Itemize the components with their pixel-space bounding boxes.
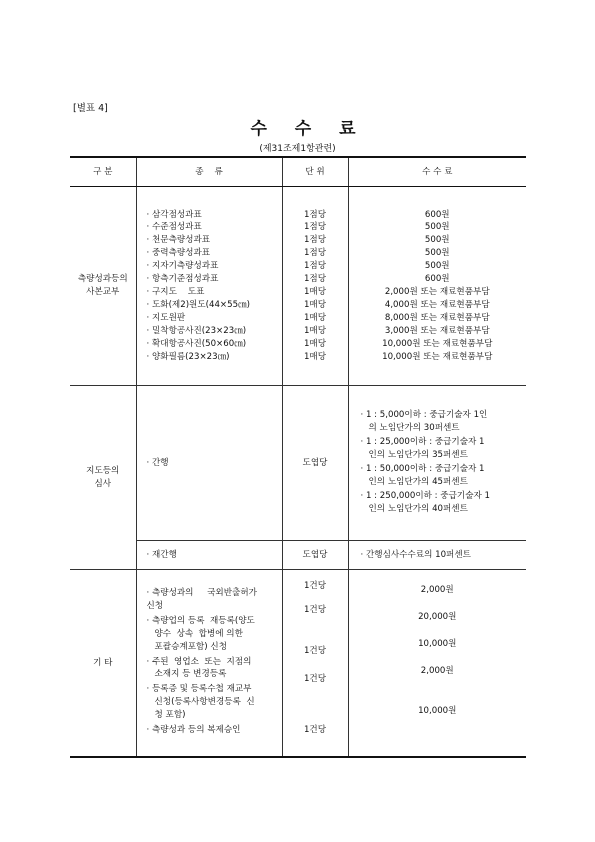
fee-value: 2,000원 [420,665,454,676]
fee-line: · 1 : 250,000이하 : 중급기술자 1 [360,490,490,501]
section-label-line: 사본교부 [86,287,120,297]
fee-value: · 간행심사수수료의 10퍼센트 [348,541,526,570]
list-item: · 삼각점성과표 [146,209,202,220]
list-item: · 수준점성과표 [146,222,202,233]
fee-entry [361,490,527,516]
unit-value: 1건당 [303,724,327,735]
section-label-copy-issuance [70,187,136,386]
section-label-line: 측량성과등의 [77,274,128,285]
fee-value: 500원 [424,261,450,272]
column-header-category: 구 분 [70,157,136,187]
section-label-other: 기 타 [70,570,136,758]
item-line: 소재지 등 변경등록 [154,669,227,680]
list-item: · 간행 [136,386,282,541]
list-item: · 구지도 도표 [146,287,205,297]
fee-value: 10,000원 또는 재료현품부담 [382,351,493,362]
list-item [147,587,278,613]
section-label-map-review [70,386,136,570]
table-header-row [70,157,526,187]
fee-list [348,187,526,386]
fee-line: 인의 노임단가의 45퍼센트 [368,476,468,487]
unit-list [282,570,348,758]
unit-value: 1점당 [303,248,327,259]
fee-value: 600원 [424,274,450,285]
list-item: · 천문측량성과표 [146,235,211,246]
unit-value: 1점당 [303,235,327,246]
fee-line: 인의 노임단가의 35퍼센트 [368,450,468,461]
item-line: 신청 [146,600,164,611]
list-item: · 밀착항공사진(23×23㎝) [146,325,247,336]
item-line: 포괄승계포함) 신청 [154,641,227,652]
list-item: · 지자기측량성과표 [146,261,219,272]
item-list [136,570,282,758]
item-line: 청 포함) [154,710,186,721]
fee-value: 20,000원 [418,611,457,622]
fee-value: 500원 [424,248,450,259]
item-line: · 등록증 및 등록수첩 재교부 [146,684,252,695]
item-line: 양수 상속 합병에 의한 [154,628,243,639]
table-row [70,570,526,758]
item-line: · 측량성과의 국외반출허가 [146,588,257,599]
list-item [147,656,278,682]
list-item: · 중력측량성과표 [146,248,211,259]
table-row [70,187,526,386]
list-item: · 양화필름(23×23㎝) [146,351,230,362]
list-item [147,724,278,737]
unit-value: 1점당 [303,222,327,233]
fee-line: · 1 : 5,000이하 : 중급기술자 1인 [360,410,488,421]
item-line: 신청(등록사항변경등록 신 [154,697,255,708]
item-line: · 주된 영업소 또는 지점의 [146,656,252,667]
fee-line: · 1 : 50,000이하 : 중급기술자 1 [360,464,485,474]
fee-value: 600원 [424,209,450,220]
unit-value: 1매당 [303,287,327,297]
fee-value: 4,000원 또는 재료현품부담 [384,299,490,310]
list-item: · 확대항공사진(50×60㎝) [146,338,247,349]
fee-line: · 1 : 25,000이하 : 중급기술자 1 [360,437,485,448]
unit-value: 1매당 [303,299,327,310]
unit-value: 1건당 [303,604,327,615]
fee-value: 500원 [424,222,450,233]
list-item: · 항측기준점성과표 [146,274,219,285]
fee-table [70,156,526,758]
fee-value: 2,000원 [420,585,454,595]
unit-value: 도엽당 [282,386,348,541]
fee-value: 8,000원 또는 재료현품부담 [384,312,490,323]
unit-value: 1매당 [303,312,327,323]
fee-line: 의 노임단가의 30퍼센트 [368,423,460,434]
item-line: · 측량업의 등록 재등록(양도 [146,615,255,626]
unit-value: 1점당 [303,274,327,285]
fee-value: 2,000원 또는 재료현품부담 [384,287,490,297]
list-item: · 지도원판 [146,312,186,323]
unit-value: 1매당 [303,351,327,362]
unit-value: 1매당 [303,338,327,349]
unit-value: 도엽당 [282,541,348,570]
column-header-type: 종 류 [136,157,282,187]
fee-list [348,570,526,758]
unit-value: 1점당 [303,261,327,272]
fee-entry [361,463,527,489]
fee-value: 500원 [424,235,450,246]
page-title: 수 수 료 [250,119,367,139]
fee-entry [361,409,527,435]
fee-value: 3,000원 또는 재료현품부담 [384,325,490,336]
unit-value: 1건당 [303,673,327,684]
fee-value: 10,000원 또는 재료현품부담 [382,338,493,349]
item-list [136,187,282,386]
section-label-line: 심사 [94,478,112,489]
item-line: · 측량성과 등의 복제승인 [146,725,241,736]
fee-entry [361,436,527,462]
unit-value: 1점당 [303,209,327,220]
annex-number: [별표 4] [73,103,108,114]
list-item [147,615,278,654]
page-subtitle: (제31조제1항관련) [259,144,336,154]
unit-value: 1건당 [303,581,327,591]
unit-value: 1건당 [303,645,327,656]
unit-value: 1매당 [303,325,327,336]
unit-list [282,187,348,386]
table-row [70,386,526,541]
fee-value: 10,000원 [418,705,457,716]
table-row [70,541,526,570]
fee-line: 인의 노임단가의 40퍼센트 [368,503,468,514]
column-header-fee: 수 수 료 [348,157,526,187]
fee-value: 10,000원 [418,638,457,649]
list-item [147,683,278,722]
section-label-line: 지도등의 [86,465,120,476]
fee-list [348,386,526,541]
list-item: · 도화(제2)원도(44×55㎝) [146,299,251,310]
list-item: · 재간행 [136,541,282,570]
column-header-unit: 단 위 [282,157,348,187]
